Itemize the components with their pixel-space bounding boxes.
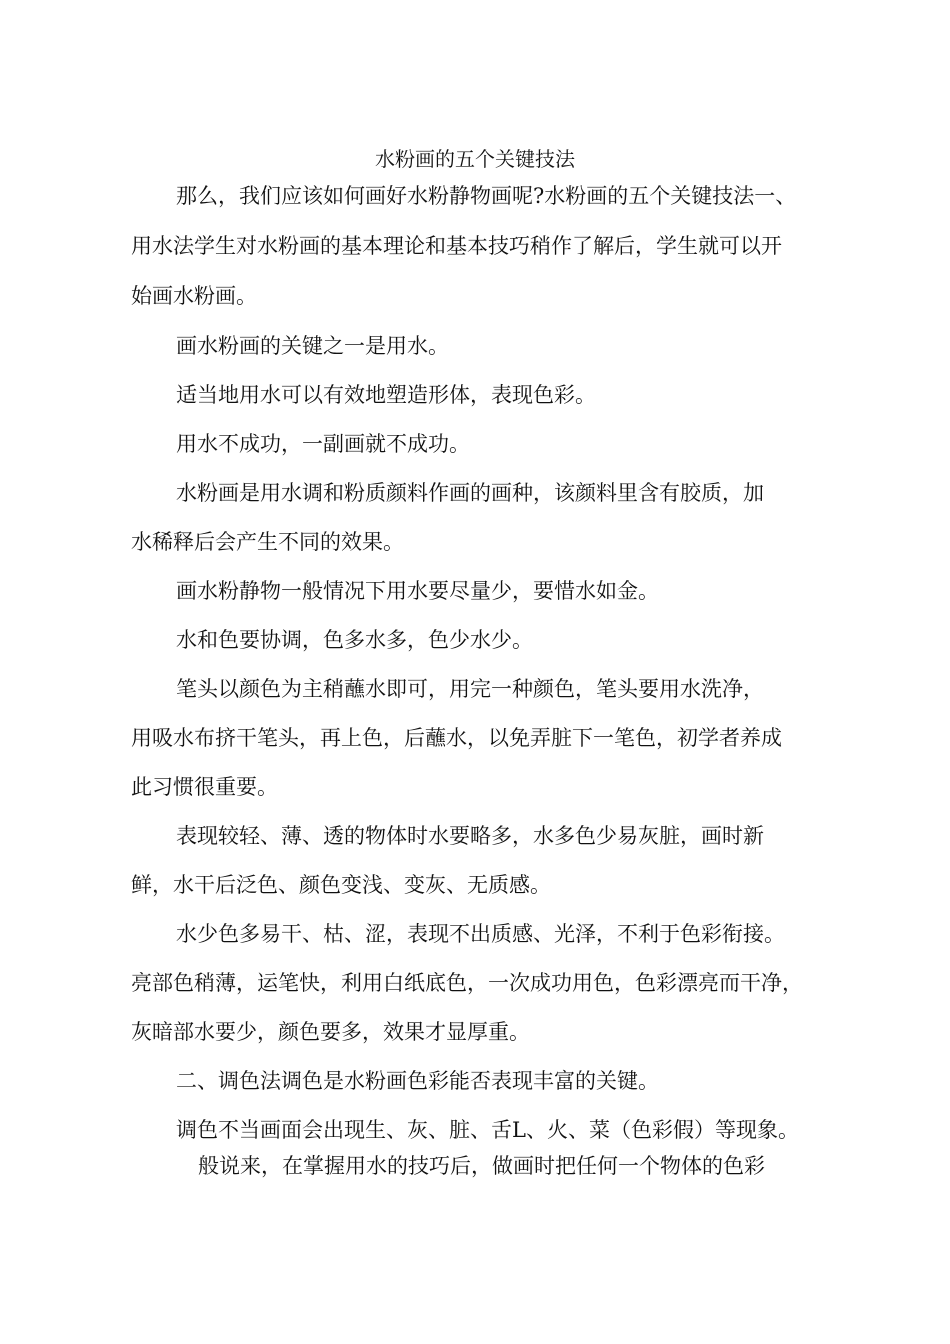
paragraph-line: 般说来，在掌握用水的技巧后，做画时把任何一个物体的色彩 — [198, 1154, 765, 1178]
paragraph-line: 灰暗部水要少，颜色要多，效果才显厚重。 — [131, 1020, 530, 1044]
paragraph-line: 用吸水布挤干笔头，再上色，后蘸水，以免弄脏下一笔色，初学者养成 — [131, 726, 782, 750]
document-title: 水粉画的五个关键技法 — [375, 147, 575, 171]
paragraph-line: 用水不成功，一副画就不成功。 — [176, 432, 470, 456]
paragraph-line: 适当地用水可以有效地塑造形体，表现色彩。 — [176, 383, 596, 407]
paragraph-line: 始画水粉画。 — [131, 284, 257, 308]
paragraph-line: 笔头以颜色为主稍蘸水即可，用完一种颜色，笔头要用水洗净， — [176, 677, 764, 701]
paragraph-line: 亮部色稍薄，运笔快，利用白纸底色，一次成功用色，色彩漂亮而干净， — [131, 971, 803, 995]
paragraph-line: 水和色要协调，色多水多，色少水少。 — [176, 628, 533, 652]
paragraph-line: 画水粉静物一般情况下用水要尽量少，要惜水如金。 — [176, 579, 659, 603]
paragraph-line: 表现较轻、薄、透的物体时水要略多，水多色少易灰脏，画时新 — [176, 824, 764, 848]
paragraph-line: 那么，我们应该如何画好水粉静物画呢?水粉画的五个关键技法一、 — [176, 184, 797, 208]
paragraph-line: 水粉画是用水调和粉质颜料作画的画种，该颜料里含有胶质，加 — [176, 481, 764, 505]
paragraph-line: 画水粉画的关键之一是用水。 — [176, 334, 449, 358]
paragraph-line: 鲜，水干后泛色、颜色变浅、变灰、无质感。 — [131, 873, 551, 897]
paragraph-line: 水稀释后会产生不同的效果。 — [131, 530, 404, 554]
paragraph-line: 二、调色法调色是水粉画色彩能否表现丰富的关键。 — [176, 1069, 659, 1093]
paragraph-line: 此习惯很重要。 — [131, 775, 278, 799]
paragraph-line: 水少色多易干、枯、涩，表现不出质感、光泽，不利于色彩衔接。 — [176, 922, 785, 946]
paragraph-line: 调色不当画面会出现生、灰、脏、舌L、火、菜（色彩假）等现象。 — [176, 1118, 799, 1142]
paragraph-line: 用水法学生对水粉画的基本理论和基本技巧稍作了解后，学生就可以开 — [131, 234, 782, 258]
